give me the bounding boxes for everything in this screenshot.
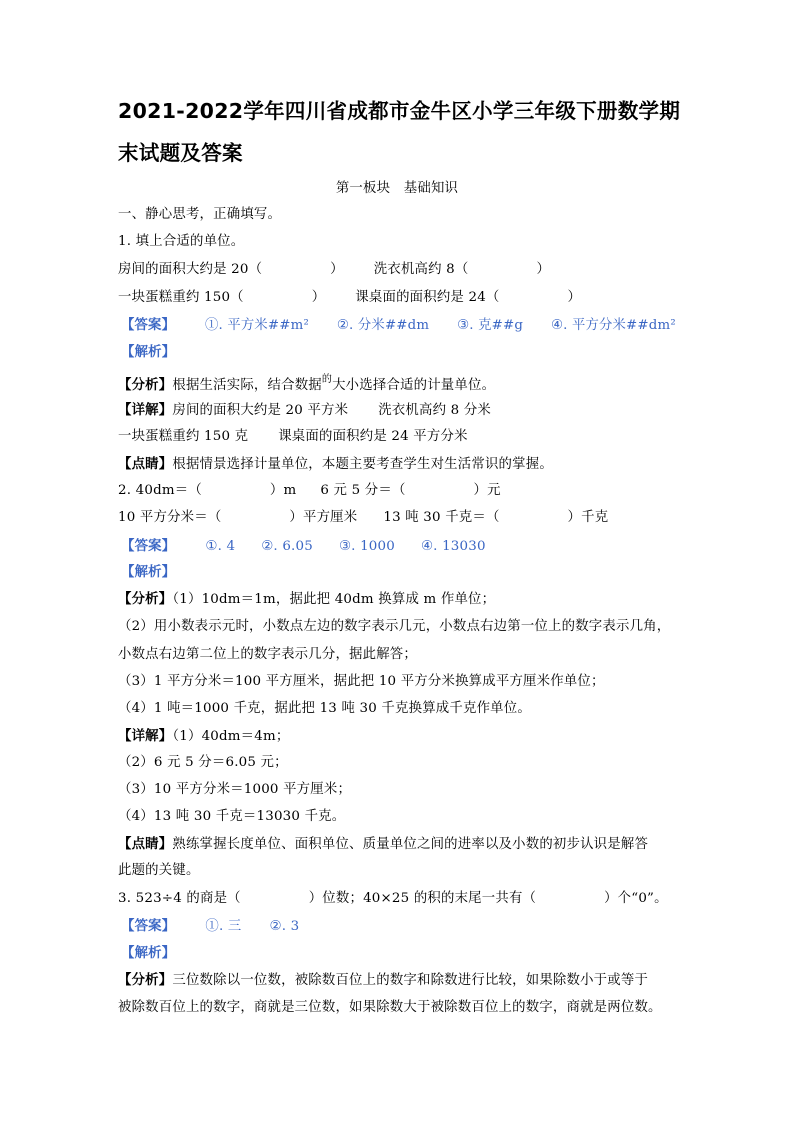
fenxi-label: 【分析】	[118, 377, 173, 393]
q3-fenxi-a: 【分析】三位数除以一位数，被除数百位上的数字和除数进行比较，如果除数小于或等于	[118, 972, 649, 988]
document-title-line-1: 2021-2022学年四川省成都市金牛区小学三年级下册数学期	[118, 99, 681, 123]
q2-dianjing-cont: 此题的关键。	[118, 863, 200, 878]
q1-analysis-label: 【解析】	[121, 344, 176, 360]
q1-blank-4: 课桌面的面积约是 24（ ）	[355, 290, 582, 305]
q3-fenxi-b: 被除数百位上的数字，商就是三位数，如果除数大于被除数百位上的数字，商就是两位数。	[118, 1000, 662, 1015]
q2-xiangjie-3: （3）10 平方分米＝1000 平方厘米；	[118, 782, 352, 797]
q1-row-1	[118, 261, 550, 279]
q1-fenxi: 【分析】根据生活实际，结合数据$^的$大小选择合适的计量单位。	[118, 374, 496, 393]
q1-xiangjie-2: 一块蛋糕重约 150 克 课桌面的面积约是 24 平方分米	[118, 429, 468, 444]
q2-xiangjie-1: 【详解】（1）40dm＝4m；	[118, 728, 290, 744]
q2-xiangjie-4: （4）13 吨 30 千克＝13030 千克。	[118, 809, 346, 824]
q1-answer	[121, 316, 676, 335]
q1-answer-1: ①. 平方米##m²	[204, 318, 310, 333]
q1-answer-2: ②. 分米##dm	[336, 318, 430, 333]
q2-dianjing: 【点睛】熟练掌握长度单位、面积单位、质量单位之间的进率以及小数的初步认识是解答	[118, 836, 649, 852]
q2-fenxi-4: （4）1 吨＝1000 千克，据此把 13 吨 30 千克换算成千克作单位。	[118, 701, 531, 716]
section-heading: 第一板块 基础知识	[335, 181, 459, 196]
q2-fenxi-3: （3）1 平方分米＝100 平方厘米，据此把 10 平方分米换算成平方厘米作单位；	[118, 674, 605, 689]
q1-row-2	[118, 289, 581, 307]
q2-row-2: 10 平方分米＝（ ）平方厘米 13 吨 30 千克＝（ ）千克	[118, 510, 609, 525]
q2-fenxi-2a: （2）用小数表示元时，小数点左边的数字表示几元，小数点右边第一位上的数字表示几角，	[118, 619, 671, 634]
q3-answer: 【答案】 ①. 三 ②. 3	[121, 918, 300, 934]
q1-dianjing: 【点睛】根据情景选择计量单位，本题主要考查学生对生活常识的掌握。	[118, 456, 553, 472]
dianjing-label: 【点睛】	[118, 456, 173, 472]
xiangjie-label: 【详解】	[118, 402, 173, 418]
q2-fenxi-2b: 小数点右边第二位上的数字表示几分，据此解答；	[118, 647, 417, 662]
part-one-heading: 一、静心思考，正确填写。	[118, 207, 282, 222]
q1-xiangjie: 【详解】房间的面积大约是 20 平方米 洗衣机高约 8 分米	[118, 402, 492, 418]
q2-answer: 【答案】 ①. 4 ②. 6.05 ③. 1000 ④. 13030	[121, 538, 486, 554]
q1-blank-3: 一块蛋糕重约 150（ ）	[118, 290, 326, 305]
q3-analysis-label: 【解析】	[121, 945, 176, 961]
q1-stem: 1. 填上合适的单位。	[118, 234, 245, 249]
q2-analysis-label: 【解析】	[121, 564, 176, 580]
q2-fenxi-1: 【分析】（1）10dm＝1m，据此把 40dm 换算成 m 作单位；	[118, 591, 496, 607]
q2-xiangjie-2: （2）6 元 5 分＝6.05 元；	[118, 755, 288, 770]
q2-row-1: 2. 40dm＝（ ）m 6 元 5 分＝（ ）元	[118, 483, 501, 498]
q1-blank-1: 房间的面积大约是 20（ ）	[118, 262, 344, 277]
q1-answer-4: ④. 平方分米##dm²	[550, 318, 676, 333]
q1-answer-3: ③. 克##g	[457, 318, 524, 333]
q1-blank-2: 洗衣机高约 8（ ）	[373, 262, 551, 277]
answer-label: 【答案】	[121, 317, 176, 333]
document-title-line-2: 末试题及答案	[118, 141, 243, 165]
q3-stem: 3. 523÷4 的商是（ ）位数；40×25 的积的末尾一共有（ ）个“0”。	[118, 891, 668, 906]
